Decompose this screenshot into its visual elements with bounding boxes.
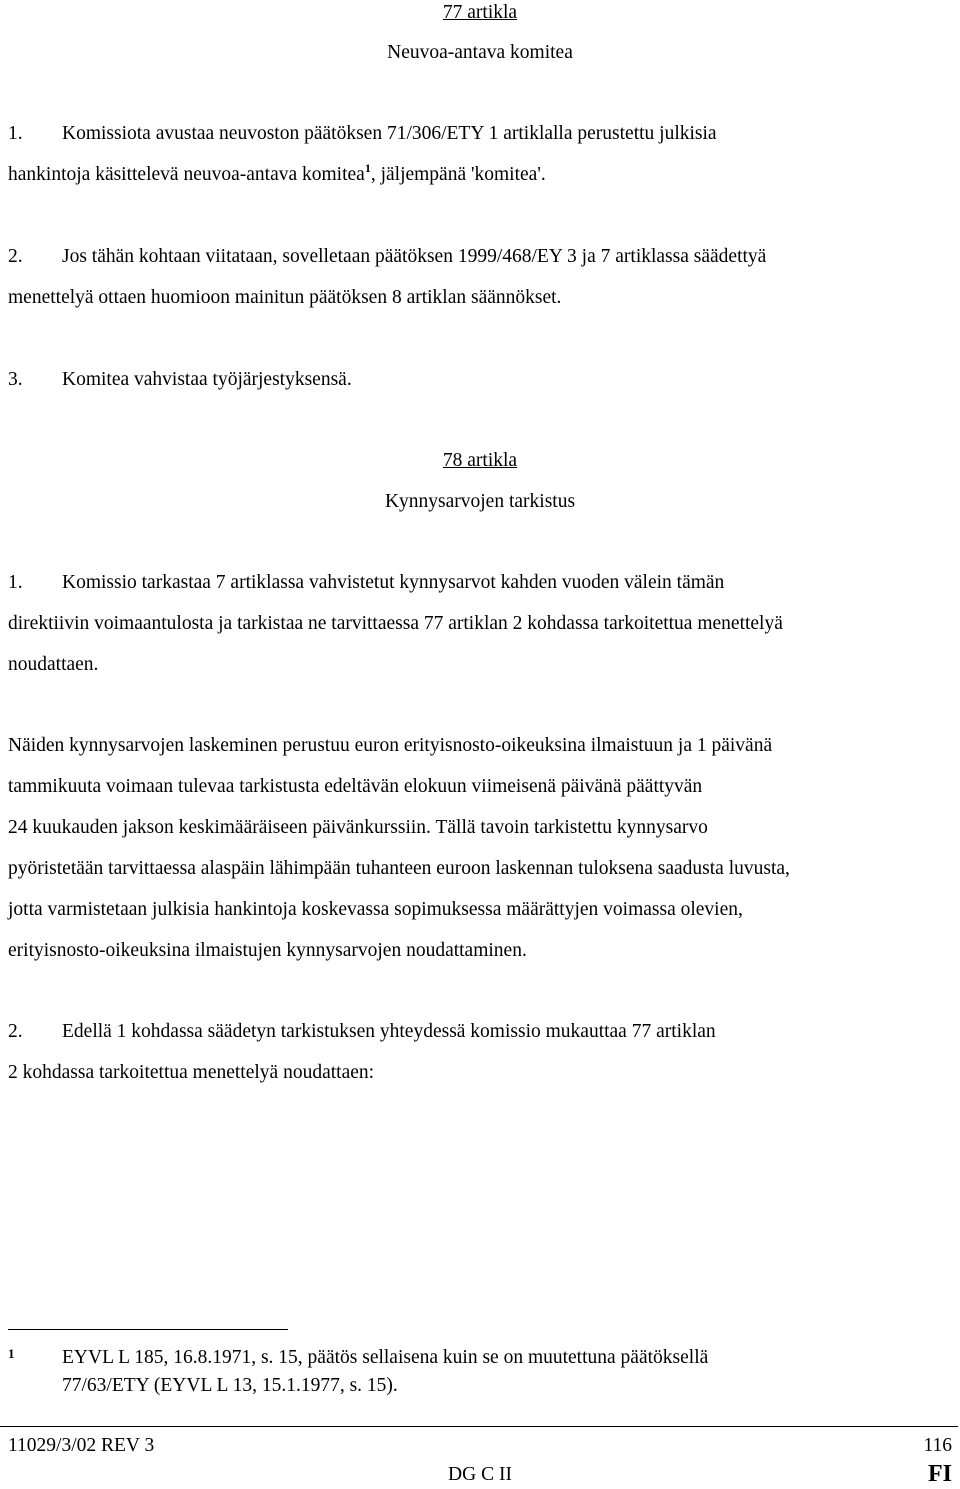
article-78-title: Kynnysarvojen tarkistus (384, 491, 576, 512)
article-78-paragraph-line-5: jotta varmistetaan julkisia hankintoja koskevassa sopimuksessa määrättyjen voimassa olevien, (8, 899, 743, 920)
footer-rule (0, 1426, 958, 1427)
article-77-heading: 77 artikla (442, 2, 518, 23)
paragraph-text: hankintoja käsittelevä neuvoa-antava komitea (8, 164, 365, 185)
article-78-paragraph-1-line-3: noudattaen. (8, 654, 99, 675)
footnote-line-2: 77/63/ETY (EYVL L 13, 15.1.1977, s. 15). (62, 1375, 398, 1396)
footer-department: DG C II (448, 1464, 512, 1485)
article-77-title: Neuvoa-antava komitea (387, 42, 573, 63)
article-77-paragraph-3 (8, 368, 352, 392)
article-78-paragraph-line-3: 24 kuukauden jakson keskimääräiseen päivänkurssiin. Tällä tavoin tarkistettu kynnysarvo (8, 817, 708, 838)
paragraph-text: Komitea vahvistaa työjärjestyksensä. (62, 369, 352, 390)
footnote-mark: 1 (8, 1346, 15, 1361)
footer-page-number: 116 (923, 1435, 952, 1456)
article-78-paragraph-2-line-1 (8, 1020, 716, 1044)
footnote-reference: 1 (364, 161, 371, 175)
article-78-paragraph-line-1: Näiden kynnysarvojen laskeminen perustuu euron erityisnosto-oikeuksina ilmaistuun ja 1 päivänä (8, 735, 773, 756)
paragraph-text: , jäljempänä 'komitea'. (370, 164, 546, 185)
footer-document-reference: 11029/3/02 REV 3 (8, 1435, 155, 1456)
paragraph-text: Jos tähän kohtaan viitataan, sovelletaan päätöksen 1999/468/EY 3 ja 7 artiklassa säädettyä (62, 246, 767, 267)
footnote-separator (8, 1329, 288, 1330)
article-78-heading: 78 artikla (442, 450, 518, 471)
paragraph-number: 1. (8, 572, 23, 593)
article-77-paragraph-1-line-2 (8, 163, 546, 187)
paragraph-number: 3. (8, 369, 23, 390)
paragraph-text: Komissiota avustaa neuvoston päätöksen 71/306/ETY 1 artiklalla perustettu julkisia (62, 123, 717, 144)
article-78-paragraph-line-6: erityisnosto-oikeuksina ilmaistujen kynnysarvojen noudattaminen. (8, 940, 527, 961)
article-78-paragraph-1-line-1 (8, 571, 724, 595)
article-78-paragraph-1-line-2: direktiivin voimaantulosta ja tarkistaa ne tarvittaessa 77 artiklan 2 kohdassa tarkoitettua menettelyä (8, 613, 783, 634)
paragraph-number: 2. (8, 246, 23, 267)
article-77-paragraph-2-line-2: menettelyä ottaen huomioon mainitun päätöksen 8 artiklan säännökset. (8, 287, 562, 308)
paragraph-number: 2. (8, 1021, 23, 1042)
article-77-paragraph-2-line-1 (8, 245, 766, 269)
footnote-line-1: EYVL L 185, 16.8.1971, s. 15, päätös sellaisena kuin se on muutettuna päätöksellä (62, 1347, 709, 1368)
paragraph-number: 1. (8, 123, 23, 144)
paragraph-text: Edellä 1 kohdassa säädetyn tarkistuksen yhteydessä komissio mukauttaa 77 artiklan (62, 1021, 716, 1042)
article-78-paragraph-line-4: pyöristetään tarvittaessa alaspäin lähimpään tuhanteen euroon laskennan tuloksena saadusta luvusta, (8, 858, 790, 879)
article-78-paragraph-line-2: tammikuuta voimaan tulevaa tarkistusta edeltävän elokuun viimeisenä päivänä päättyvän (8, 776, 703, 797)
article-78-paragraph-2-line-2: 2 kohdassa tarkoitettua menettelyä noudattaen: (8, 1062, 375, 1083)
paragraph-text: Komissio tarkastaa 7 artiklassa vahvistetut kynnysarvot kahden vuoden välein tämän (62, 572, 725, 593)
footer-language-code: FI (928, 1461, 952, 1487)
article-77-paragraph-1-line-1 (8, 122, 717, 146)
